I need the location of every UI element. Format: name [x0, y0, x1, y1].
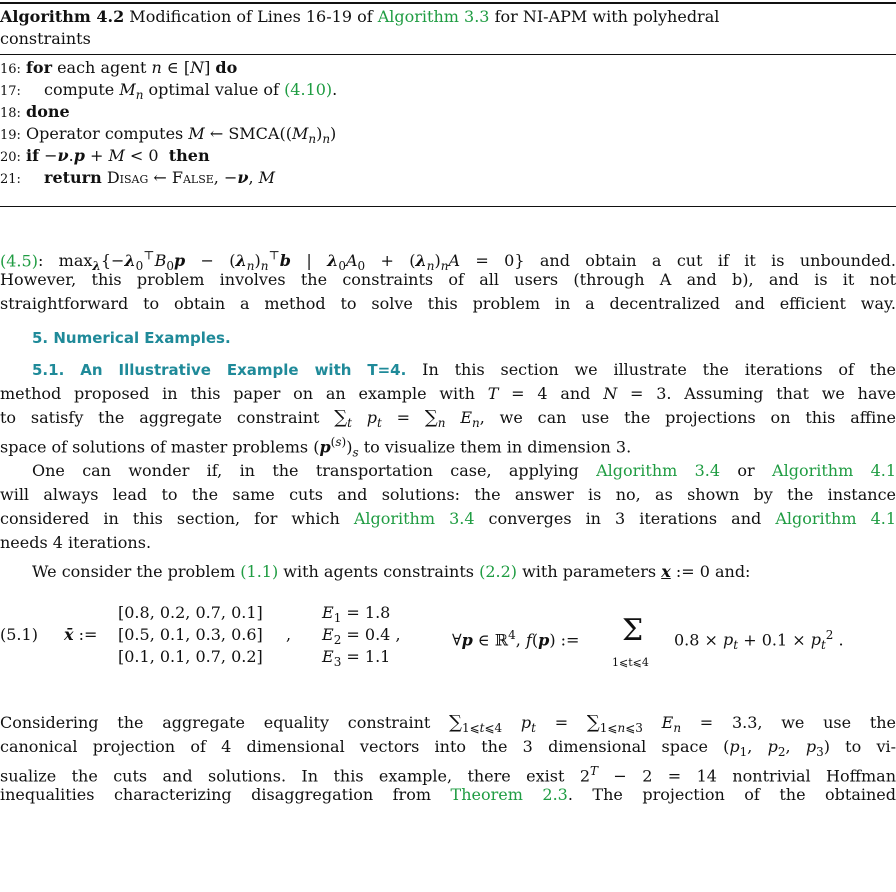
algorithm-line-18	[0, 101, 70, 125]
eq-ref-2-2[interactable]: (2.2)	[479, 562, 518, 581]
theorem-2-3-link[interactable]: Theorem 2.3	[450, 785, 568, 804]
algo-16-text: for each agent n ∈ [N] do	[26, 58, 238, 77]
energy-2: $E_2 = 0.4$ ,	[322, 625, 401, 648]
paragraph-c	[32, 561, 750, 583]
paragraph-b-line1	[32, 460, 896, 482]
paragraph-a-line2: However, this problem involves the constraints of all users (through A and b), and is it not	[0, 270, 896, 289]
subsection-title: 5.1. An Illustrative Example with T=4.	[32, 361, 407, 379]
subsection-line2: method proposed in this paper on an example with T = 4 and N = 3. Assuming that we have	[0, 384, 896, 403]
paragraph-b-line2: will always lead to the same cuts and solutions: the answer is no, as shown by the instance	[0, 485, 896, 504]
para-b-mid3: converges in 3 iterations and	[474, 509, 776, 528]
sum-subscript: 1⩽t⩽4	[612, 656, 649, 669]
equation-rhs: ∀p ∈ ℝ$^4$, f(p) :=	[452, 628, 580, 650]
algorithm-link[interactable]: Algorithm 3.3	[377, 7, 490, 26]
caption-text: Modification of Lines 16-19 of	[124, 7, 378, 26]
caption-line2: constraints	[0, 29, 91, 48]
algo-17-text: compute $M_n$ optimal value of (4.10).	[44, 80, 338, 103]
algorithm-caption-line2	[0, 28, 91, 50]
paragraph-d-line2: canonical projection of 4 dimensional vectors into the 3 dimensional space ($p_1$, $p_2$, $p_3$) to vi-	[0, 737, 896, 760]
paragraph-a-line3: straightforward to obtain a method to solve this problem in a decentralized and efficient way.	[0, 294, 896, 313]
algo-18-text: done	[26, 102, 70, 121]
section-title: 5. Numerical Examples.	[32, 329, 231, 347]
para-d-text: inequalities characterizing disaggregation from	[0, 785, 451, 804]
subsection-line3: to satisfy the aggregate constraint $\sum_t$ $p_t = \sum_n$ $E_n$, we can use the projections on this affine	[0, 407, 896, 431]
algo-21-text: return Disag ← False, −ν, M	[44, 168, 276, 187]
energy-1: $E_1 = 1.8$	[322, 603, 391, 626]
matrix-row-2: [0.5, 0.1, 0.3, 0.6]	[118, 625, 263, 644]
paragraph-d-line1: Considering the aggregate equality constraint $\sum_{1⩽t⩽4}$ $p_t = \sum_{1⩽n⩽3}$ $E_n = 3.3$, we use the	[0, 712, 896, 736]
matrix-row-1: [0.8, 0.2, 0.7, 0.1]	[118, 603, 263, 622]
para-a-text: : $\max_\lambda\{-\lambda_0^⊤B_0p - (\lambda_n)_n^⊤b$ | $\lambda_0A_0 + (\lambda_n)_nA = 0$} and obtain a cut if it is unbounded.	[37, 249, 896, 274]
paragraph-d-line4	[0, 784, 896, 806]
equation-number: (5.1)	[0, 625, 38, 644]
algo-20-text: if −ν.p + M < 0 then	[26, 146, 210, 165]
algorithm-caption	[0, 6, 719, 28]
equation-summand: $0.8 \times p_t + 0.1 \times p_t^2$ .	[674, 628, 844, 653]
paragraph-b-line3	[0, 508, 896, 530]
line-number: 20:	[0, 150, 21, 165]
para-c-mid: with agents constraints	[278, 562, 480, 581]
algorithm-label: Algorithm 4.2	[0, 7, 125, 26]
subsection-text: In this section we illustrate the iterations of the	[422, 360, 896, 379]
algorithm-4-1-link[interactable]: Algorithm 4.1	[772, 461, 896, 480]
para-b-or: or	[720, 461, 773, 480]
line-number: 21:	[0, 172, 21, 187]
section-heading	[32, 327, 231, 349]
subsection-line4: space of solutions of master problems $(p^{(s)})_s$ to visualize them in dimension 3.	[0, 435, 632, 460]
energy-3: $E_3 = 1.1$	[322, 647, 391, 670]
equation-sep: ,	[286, 625, 292, 644]
algorithm-3-4-link-2[interactable]: Algorithm 3.4	[353, 509, 475, 528]
para-c-text: We consider the problem	[32, 562, 241, 581]
equation-lhs: x̄ :=	[64, 625, 98, 644]
algorithm-top-rule	[0, 2, 896, 4]
para-d-end: . The projection of the obtained	[567, 785, 896, 804]
eq-ref-4-10[interactable]: (4.10)	[284, 80, 333, 99]
line-number: 17:	[0, 84, 21, 99]
para-b-text: One can wonder if, in the transportation case, applying	[32, 461, 597, 480]
algorithm-3-4-link[interactable]: Algorithm 3.4	[596, 461, 721, 480]
algo-19-text: Operator computes M ← $SMCA((M_n)_n)$	[26, 124, 337, 147]
algorithm-bottom-rule	[0, 206, 896, 207]
eq-ref-4-5[interactable]: (4.5)	[0, 251, 38, 271]
line-number: 19:	[0, 128, 21, 143]
caption-text-end: for NI-APM with polyhedral	[489, 7, 720, 26]
paragraph-d-line3: sualize the cuts and solutions. In this example, there exist $2^T - 2 = 14$ nontrivial Hoffman	[0, 764, 896, 786]
para-b-text3: considered in this section, for which	[0, 509, 354, 528]
line-number: 16:	[0, 62, 21, 77]
algorithm-line-16	[0, 57, 237, 81]
line-number: 18:	[0, 106, 21, 121]
algorithm-4-1-link-2[interactable]: Algorithm 4.1	[775, 509, 896, 528]
algorithm-caption-rule	[0, 54, 896, 55]
algorithm-line-21	[0, 167, 275, 191]
matrix-row-3: [0.1, 0.1, 0.7, 0.2]	[118, 647, 263, 666]
subsection-line1	[32, 359, 896, 381]
eq-ref-1-1[interactable]: (1.1)	[240, 562, 279, 581]
algorithm-line-20	[0, 145, 210, 169]
sum-symbol: Σ	[622, 613, 644, 648]
paragraph-b-line4: needs 4 iterations.	[0, 533, 152, 552]
para-c-end: with parameters x := 0 and:	[517, 562, 751, 581]
